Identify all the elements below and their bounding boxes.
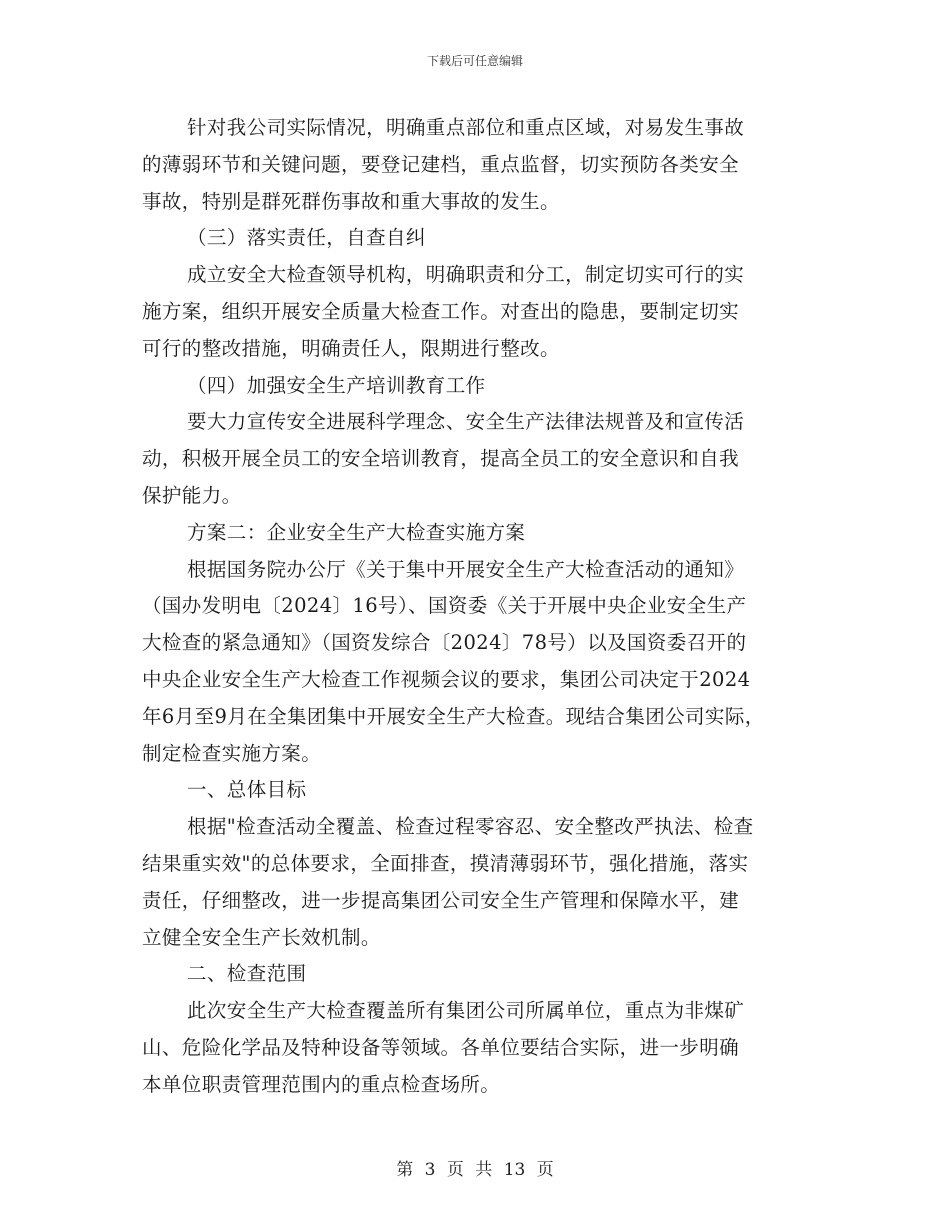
text-line: 本单位职责管理范围内的重点检查场所。 bbox=[142, 1072, 501, 1096]
text-line: 根据国务院办公厅《关于集中开展安全生产大检查活动的通知》 bbox=[187, 557, 745, 581]
page-footer: 第 3 页 共 13 页 bbox=[396, 1160, 554, 1180]
text-line: 成立安全大检查领导机构，明确职责和分工，制定切实可行的实 bbox=[187, 263, 745, 287]
text-line: 针对我公司实际情况，明确重点部位和重点区域，对易发生事故 bbox=[187, 116, 745, 139]
text-line: 大检查的紧急通知》（国资发综合〔2024〕78号）以及国资委召开的 bbox=[142, 631, 747, 655]
text-line: 中央企业安全生产大检查工作视频会议的要求，集团公司决定于2024 bbox=[142, 667, 751, 691]
text-line: （国办发明电〔2024〕16号）、国资委《关于开展中央企业安全生产 bbox=[142, 594, 747, 618]
text-line: 责任，仔细整改，进一步提高集团公司安全生产管理和保障水平，建 bbox=[142, 888, 740, 912]
text-line: 施方案，组织开展安全质量大检查工作。对查出的隐患，要制定切实 bbox=[142, 299, 740, 323]
text-line: 年6月至9月在全集团集中开展安全生产大检查。现结合集团公司实际， bbox=[142, 704, 765, 728]
text-line: 制定检查实施方案。 bbox=[142, 741, 322, 765]
section-heading: 一、总体目标 bbox=[187, 778, 307, 802]
page-header: 下载后可任意编辑 bbox=[426, 54, 523, 68]
text-line: 事故，特别是群死群伤事故和重大事故的发生。 bbox=[142, 189, 560, 213]
section-heading: 方案二：企业安全生产大检查实施方案 bbox=[187, 520, 526, 544]
text-line: 要大力宣传安全进展科学理念、安全生产法律法规普及和宣传活 bbox=[187, 410, 745, 434]
section-heading: （三）落实责任，自查自纠 bbox=[187, 226, 426, 250]
text-line: 结果重实效"的总体要求，全面排查，摸清薄弱环节，强化措施，落实 bbox=[142, 851, 749, 875]
text-line: 此次安全生产大检查覆盖所有集团公司所属单位，重点为非煤矿 bbox=[187, 999, 745, 1023]
text-line: 根据"检查活动全覆盖、检查过程零容忍、安全整改严执法、检查 bbox=[187, 815, 754, 839]
document-body bbox=[142, 110, 832, 1104]
text-line: 可行的整改措施，明确责任人，限期进行整改。 bbox=[142, 336, 560, 360]
text-line: 动，积极开展全员工的安全培训教育，提高全员工的安全意识和自我 bbox=[142, 447, 740, 471]
section-heading: 二、检查范围 bbox=[187, 962, 307, 986]
text-line: 的薄弱环节和关键问题，要登记建档，重点监督，切实预防各类安全 bbox=[142, 152, 740, 176]
text-line: 立健全安全生产长效机制。 bbox=[142, 925, 381, 949]
text-line: 保护能力。 bbox=[142, 483, 242, 507]
text-line: 山、危险化学品及特种设备等领域。各单位要结合实际，进一步明确 bbox=[142, 1035, 740, 1059]
section-heading: （四）加强安全生产培训教育工作 bbox=[187, 373, 486, 397]
